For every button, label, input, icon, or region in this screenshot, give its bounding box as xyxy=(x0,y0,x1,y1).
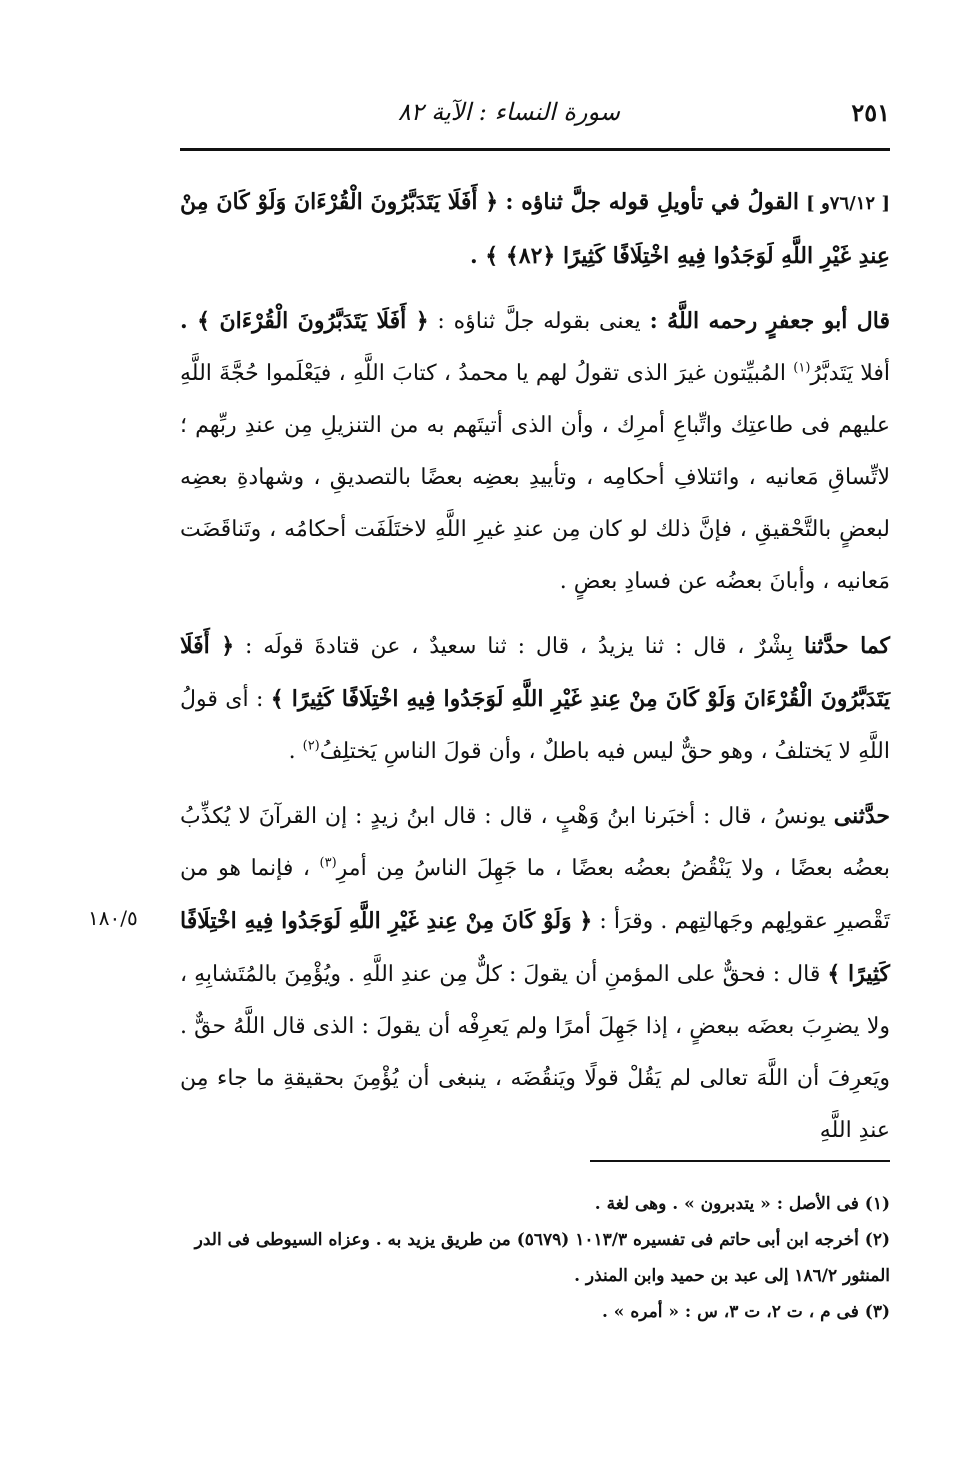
narration-lead: كما حدَّثنا xyxy=(803,633,891,659)
footnote-3: (٣) فى م ، ت ٢، ت ٣، س : « أمره » . xyxy=(601,1302,890,1322)
text-span: قال : فحقٌّ على المؤمنِ أن يقولَ : كلٌّ مِن عندِ اللَّهِ . ويُؤْمِنَ بالمُتَشابِهِ ، ولا يضرِبَ بعضَه ببعضٍ ، إذا جَهِلَ أمرًا ولم يَعرِفْه أن يقولَ : الذى قال اللَّهُ حقٌّ . ويَعرِفَ أن اللَّهَ تعالى لم يَقُلْ قولًا ويَنقُضَه ، ينبغى أن يُؤْمِنَ بحقيقةِ ما جاء مِن عندِ اللَّهِ xyxy=(180,962,890,1143)
paragraph-3 xyxy=(180,620,890,778)
text-span: المُبيِّتون غيرَ الذى تقولُ لهم يا محمدُ ، كتابَ اللَّهِ ، فيَعْلَموا حُجَّةَ اللَّهِ عليهم فى طاعتِك واتِّباعِ أمرِك ، وأن الذى أتيتَهم به من التنزيلِ مِن عندِ ربِّهم ؛ لاتِّساقِ مَعانيه ، وائتلافِ أحكامِه ، وتأييدِ بعضِه بعضًا بالتصديقِ ، وشهادةِ بعضِه لبعضٍ بالتَّحْقيقِ ، فإنَّ ذلك لو كان مِن عندِ غيرِ اللَّهِ لاختَلَفَت أحكامُه ، وتَناقَضَت مَعانيه ، وأبانَ بعضُه عن فسادِ بعضٍ . xyxy=(180,361,890,594)
quran-verse: ﴿ وَلَوْ كَانَ مِنْ عِندِ غَيْرِ اللَّهِ لَوَجَدُوا فِيهِ اخْتِلَافًا كَثِيرًا ﴾ xyxy=(180,908,890,987)
paragraph-1 xyxy=(180,176,890,283)
text-span: أفلا يَتَدبَّرُ xyxy=(810,361,890,386)
quran-verse: ﴿ أَفَلَا يَتَدَبَّرُونَ الْقُرْءَانَ وَلَوْ كَانَ مِنْ عِندِ غَيْرِ اللَّهِ لَوَجَدُوا فِيهِ اخْتِلَافًا كَثِيرًا ﴾ xyxy=(180,633,890,712)
section-heading: القولُ في تأويلِ قوله جلَّ ثناؤه : xyxy=(505,189,799,215)
narration-lead: حدَّثنى xyxy=(833,803,890,829)
text-span: ، فإنما هو من تَقْصيرِ عقولِهم وجَهالتِهم . وقرَأ : xyxy=(180,856,891,934)
page-number: ٢٥١ xyxy=(851,98,890,127)
running-title: سورة النساء : الآية ٨٢ xyxy=(397,98,620,126)
text-span: بِشْرٌ ، قال : ثنا يزيدُ ، قال : ثنا سعيدٌ ، عن قتادةَ قولَه : xyxy=(245,634,794,659)
text-span: يعنى بقوله جلَّ ثناؤه : xyxy=(437,309,641,334)
quran-verse: ﴿ أَفَلَا يَتَدَبَّرُونَ الْقُرْءَانَ ﴾ . xyxy=(180,308,429,334)
paragraph-2 xyxy=(180,295,890,608)
text-span: : أى قولُ اللَّهِ لا يَختلفُ ، وهو حقٌّ ليس فيه باطلٌ ، وأن قولَ الناسِ يَختلِفُ xyxy=(180,687,890,764)
header-rule xyxy=(180,148,890,151)
footnote-2: (٢) أخرجه ابن أبى حاتم فى تفسيره ١٠١٣/٣ (٥٦٧٩) من طريق يزيد به . وعزاه السيوطى فى الدر المنثور ١٨٦/٢ إلى عبد بن حميد وابن المنذر . xyxy=(194,1230,890,1286)
footnote-marker: (١) xyxy=(793,360,811,376)
footnote-1: (١) فى الأصل : « يتدبرون » . وهى لغة . xyxy=(594,1194,890,1214)
page-header xyxy=(180,92,890,138)
text-span: . xyxy=(288,739,296,764)
text-span: يونسُ ، قال : أخبَرنا ابنُ وَهْبٍ ، قال : قال ابنُ زيدٍ : إن القرآنَ لا يُكذِّبُ بعضُه بعضًا ، ولا يَنْقُضُ بعضُه بعضًا ، ما جَهِلَ الناسُ مِن أمرِ xyxy=(180,804,891,881)
main-text xyxy=(180,176,890,1169)
footnote-marker: (٢) xyxy=(302,738,320,754)
paragraph-4 xyxy=(180,790,890,1157)
author-lead: قال أبو جعفرٍ رحمه اللَّهُ : xyxy=(649,308,890,334)
quran-verse: ﴿ أَفَلَا يَتَدَبَّرُونَ الْقُرْءَانَ وَلَوْ كَانَ مِنْ عِندِ غَيْرِ اللَّهِ لَوَجَدُوا فِيهِ اخْتِلَافًا كَثِيرًا ﴿٨٢﴾ ﴾ . xyxy=(180,189,890,269)
footnote-rule xyxy=(590,1160,890,1162)
margin-reference: ١٨٠/٥ xyxy=(88,906,138,930)
footnotes xyxy=(180,1186,890,1330)
manuscript-ref: [ ٧٦/١٢و ] xyxy=(806,193,890,214)
footnote-marker: (٣) xyxy=(319,855,337,871)
